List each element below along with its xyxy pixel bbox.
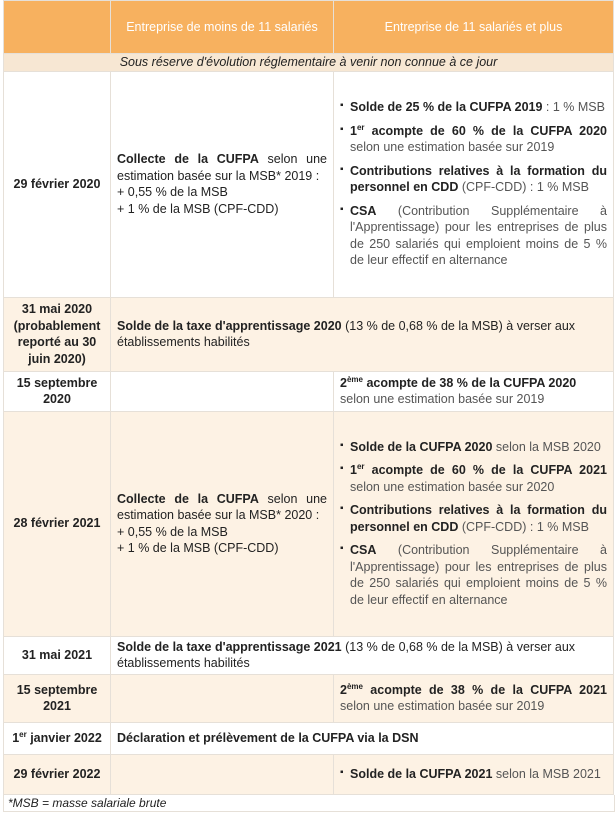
list-item: ▪ Solde de la CUFPA 2021 selon la MSB 2021 <box>340 766 607 783</box>
table-row <box>4 754 614 794</box>
list-item: ▪ Contributions relatives à la formation du personnel en CDD (CPF-CDD) : 1 % MSB <box>340 163 607 196</box>
header-blank <box>4 1 111 54</box>
row-date: 15 septembre 2021 <box>4 674 111 722</box>
list-item: ▪ CSA (Contribution Supplémentaire à l'Apprentissage) pour les entreprises de plus de 250 salariés qui emploient moins de 5 % de leur effectif en alternance <box>340 203 607 269</box>
header-row <box>4 1 614 54</box>
small-company-cell: Collecte de la CUFPA selon une estimation basée sur la MSB* 2020 : + 0,55 % de la MSB + 1 % de la MSB (CPF-CDD) <box>111 411 334 636</box>
cell-bold: Collecte de la CUFPA <box>117 152 259 166</box>
list-item: ▪ 1er acompte de 60 % de la CUFPA 2021 selon une estimation basée sur 2020 <box>340 462 607 495</box>
table-row <box>4 71 614 297</box>
cell-line: + 1 % de la MSB (CPF-CDD) <box>117 201 279 216</box>
row-date: 29 février 2020 <box>4 71 111 297</box>
cell-line: + 0,55 % de la MSB <box>117 185 228 199</box>
list-item: ▪ Contributions relatives à la formation du personnel en CDD (CPF-CDD) : 1 % MSB <box>340 502 607 535</box>
calendar-table <box>3 0 614 795</box>
list-item: ▪ 1er acompte de 60 % de la CUFPA 2020 selon une estimation basée sur 2019 <box>340 123 607 156</box>
list-item: ▪ Solde de 25 % de la CUFPA 2019 : 1 % MSB <box>340 99 607 116</box>
row-date: 28 février 2021 <box>4 411 111 636</box>
header-large-company: Entreprise de 11 salariés et plus <box>334 1 614 54</box>
obligation-list <box>340 439 607 609</box>
row-date: 29 février 2022 <box>4 754 111 794</box>
table-row <box>4 411 614 636</box>
footnote: *MSB = masse salariale brute <box>3 795 615 812</box>
small-company-cell <box>111 71 334 297</box>
row-date: 1er janvier 2022 <box>4 722 111 754</box>
merged-cell: Solde de la taxe d'apprentissage 2020 (13 % de 0,68 % de la MSB) à verser aux établissements habilités <box>111 297 614 371</box>
note-row <box>4 54 614 72</box>
table-row <box>4 371 614 411</box>
large-company-cell <box>334 754 614 794</box>
row-date: 31 mai 2021 <box>4 636 111 674</box>
small-company-cell <box>111 754 334 794</box>
small-company-cell <box>111 371 334 411</box>
obligation-list <box>340 99 607 269</box>
large-company-cell <box>334 411 614 636</box>
merged-cell: Déclaration et prélèvement de la CUFPA via la DSN <box>111 722 614 754</box>
row-date: 31 mai 2020 (probablement reporté au 30 juin 2020) <box>4 297 111 371</box>
table-row <box>4 674 614 722</box>
large-company-cell <box>334 71 614 297</box>
large-company-cell: 2ème acompte de 38 % de la CUFPA 2021 selon une estimation basée sur 2019 <box>334 674 614 722</box>
list-item: ▪ CSA (Contribution Supplémentaire à l'Apprentissage) pour les entreprises de plus de 250 salariés qui emploient moins de 5 % de leur effectif en alternance <box>340 542 607 608</box>
regulation-note: Sous réserve d'évolution réglementaire à venir non connue à ce jour <box>4 54 614 72</box>
table-row <box>4 636 614 674</box>
list-item: ▪ Solde de la CUFPA 2020 selon la MSB 2020 <box>340 439 607 456</box>
merged-cell: Solde de la taxe d'apprentissage 2021 (13 % de 0,68 % de la MSB) à verser aux établissements habilités <box>111 636 614 674</box>
cell-text: selon une estimation basée sur la MSB* 2019 : <box>117 152 327 183</box>
obligation-list <box>340 766 607 783</box>
small-company-cell <box>111 674 334 722</box>
large-company-cell: 2ème acompte de 38 % de la CUFPA 2020 selon une estimation basée sur 2019 <box>334 371 614 411</box>
table-row <box>4 297 614 371</box>
header-small-company: Entreprise de moins de 11 salariés <box>111 1 334 54</box>
row-date: 15 septembre 2020 <box>4 371 111 411</box>
table-row <box>4 722 614 754</box>
